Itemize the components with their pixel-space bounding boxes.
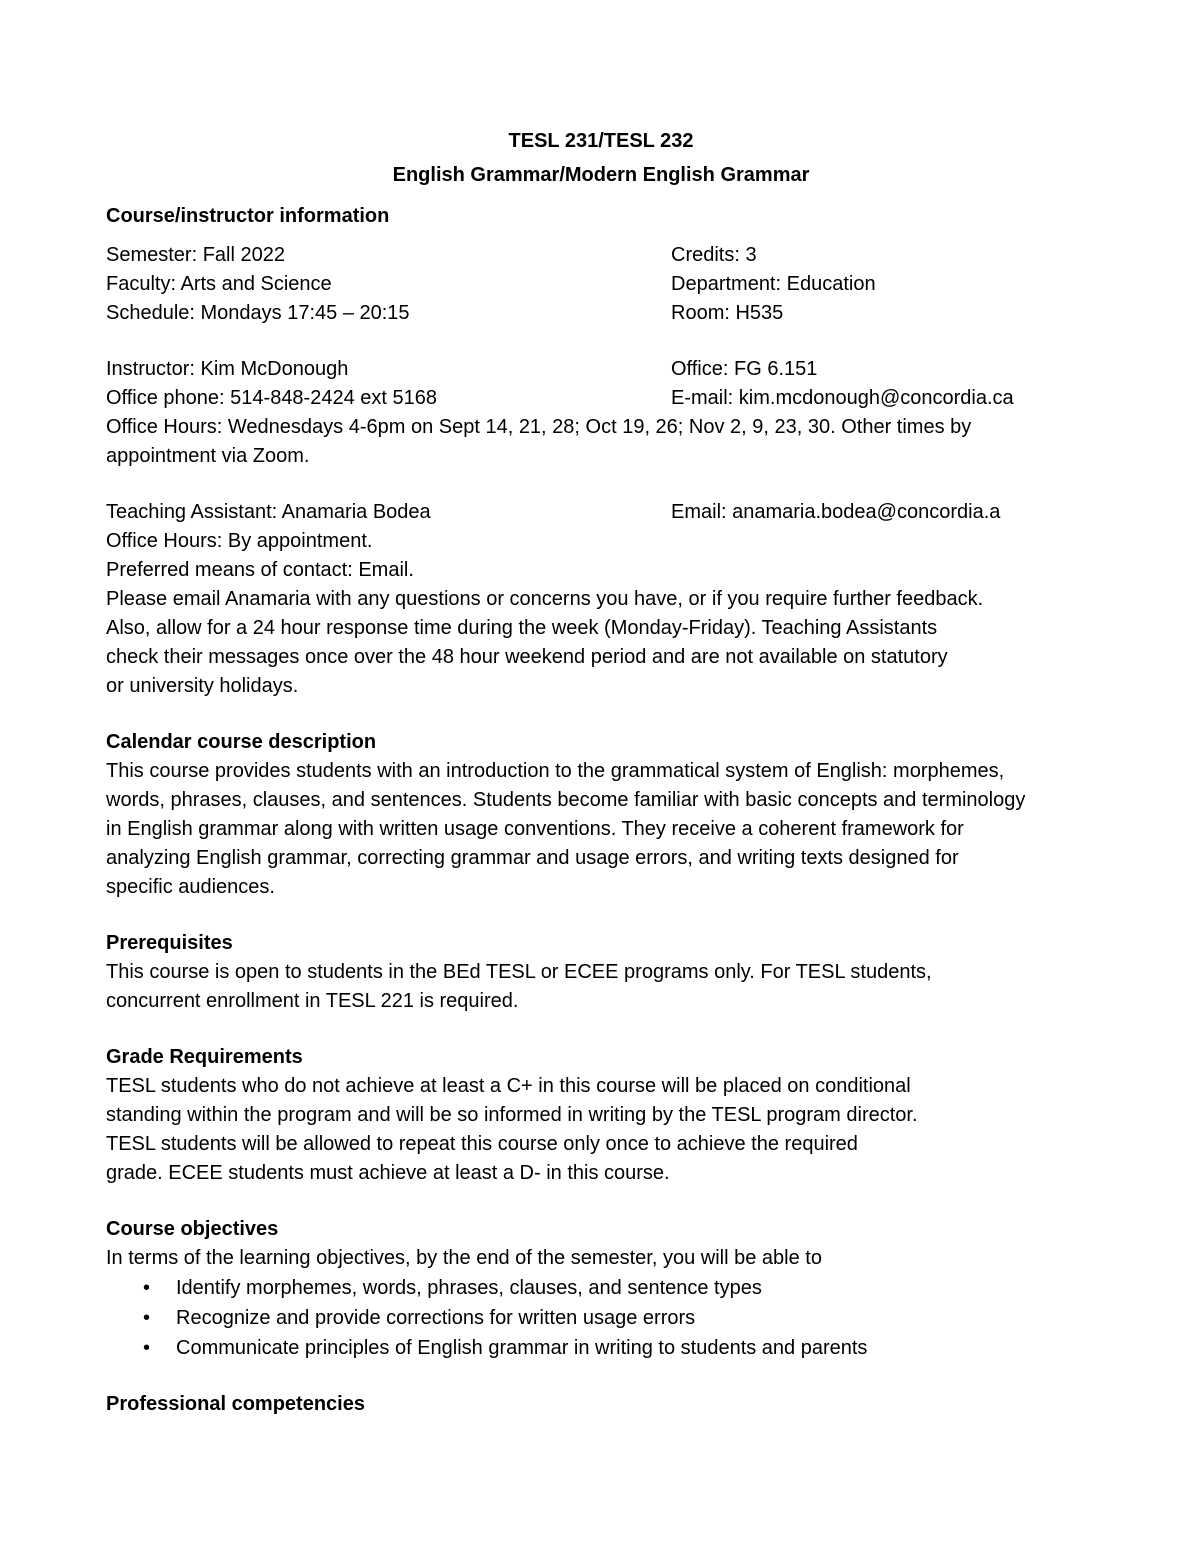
ta-name-text: Teaching Assistant: Anamaria Bodea: [106, 501, 431, 523]
info-row-phone: [106, 384, 1096, 413]
office-text: Office: FG 6.151: [671, 358, 818, 380]
course-code: TESL 231/TESL 232: [508, 130, 694, 152]
objective-text: Communicate principles of English grammar in writing to students and parents: [176, 1337, 868, 1359]
room-text: Room: H535: [671, 302, 784, 324]
grade-heading: Grade Requirements: [106, 1046, 303, 1068]
ta-note-line-2: Also, allow for a 24 hour response time during the week (Monday-Friday). Teaching Assistants: [106, 617, 938, 639]
faculty-text: Faculty: Arts and Science: [106, 273, 332, 295]
department-text: Department: Education: [671, 273, 876, 295]
bullet-icon: •: [143, 1277, 151, 1299]
objectives-intro: In terms of the learning objectives, by the end of the semester, you will be able to: [106, 1247, 822, 1269]
grade-line-3: TESL students will be allowed to repeat this course only once to achieve the required: [106, 1133, 858, 1155]
schedule-text: Schedule: Mondays 17:45 – 20:15: [106, 302, 410, 324]
objective-text: Identify morphemes, words, phrases, clauses, and sentence types: [176, 1277, 762, 1299]
info-heading: Course/instructor information: [106, 205, 390, 227]
ta-row: [106, 498, 1096, 527]
ta-note-line-4: or university holidays.: [106, 675, 299, 697]
ta-office-hours: Office Hours: By appointment.: [106, 530, 373, 552]
list-item: [143, 1333, 1096, 1363]
semester-text: Semester: Fall 2022: [106, 244, 285, 266]
ta-contact: Preferred means of contact: Email.: [106, 559, 414, 581]
objectives-heading: Course objectives: [106, 1218, 279, 1240]
bullet-icon: •: [143, 1307, 151, 1329]
calendar-line-1: This course provides students with an introduction to the grammatical system of English: morphemes,: [106, 760, 1005, 782]
list-item: [143, 1273, 1096, 1303]
objective-text: Recognize and provide corrections for written usage errors: [176, 1307, 696, 1329]
calendar-line-3: in English grammar along with written usage conventions. They receive a coherent framework for: [106, 818, 964, 840]
course-title: English Grammar/Modern English Grammar: [392, 164, 810, 186]
grade-line-4: grade. ECEE students must achieve at least a D- in this course.: [106, 1162, 670, 1184]
ta-note-line-1: Please email Anamaria with any questions or concerns you have, or if you require further feedback.: [106, 588, 984, 610]
prereq-line-1: This course is open to students in the BEd TESL or ECEE programs only. For TESL students,: [106, 961, 932, 983]
office-hours-line-2: appointment via Zoom.: [106, 445, 310, 467]
objectives-list: [106, 1273, 1096, 1363]
ta-note-line-3: check their messages once over the 48 hour weekend period and are not available on statutory: [106, 646, 948, 668]
credits-text: Credits: 3: [671, 244, 757, 266]
prereq-heading: Prerequisites: [106, 932, 233, 954]
competencies-heading: Professional competencies: [106, 1393, 365, 1415]
grade-line-1: TESL students who do not achieve at least a C+ in this course will be placed on conditional: [106, 1075, 911, 1097]
calendar-line-5: specific audiences.: [106, 876, 275, 898]
calendar-line-4: analyzing English grammar, correcting grammar and usage errors, and writing texts designed for: [106, 847, 959, 869]
ta-email-link[interactable]: Email: anamaria.bodea@concordia.a: [671, 501, 1001, 523]
info-row-schedule: [106, 299, 1096, 328]
info-row-semester: [106, 241, 1096, 270]
info-row-instructor: [106, 355, 1096, 384]
office-phone-text: Office phone: 514-848-2424 ext 5168: [106, 387, 437, 409]
calendar-heading: Calendar course description: [106, 731, 377, 753]
instructor-text: Instructor: Kim McDonough: [106, 358, 349, 380]
prereq-line-2: concurrent enrollment in TESL 221 is required.: [106, 990, 519, 1012]
office-hours-line-1: Office Hours: Wednesdays 4-6pm on Sept 14, 21, 28; Oct 19, 26; Nov 2, 9, 23, 30. Other times by: [106, 416, 972, 438]
document-body: [106, 124, 1096, 1419]
info-row-faculty: [106, 270, 1096, 299]
list-item: [143, 1303, 1096, 1333]
bullet-icon: •: [143, 1337, 151, 1359]
calendar-line-2: words, phrases, clauses, and sentences. Students become familiar with basic concepts and terminology: [106, 789, 1026, 811]
grade-line-2: standing within the program and will be so informed in writing by the TESL program director.: [106, 1104, 918, 1126]
instructor-email-link[interactable]: E-mail: kim.mcdonough@concordia.ca: [671, 387, 1014, 409]
